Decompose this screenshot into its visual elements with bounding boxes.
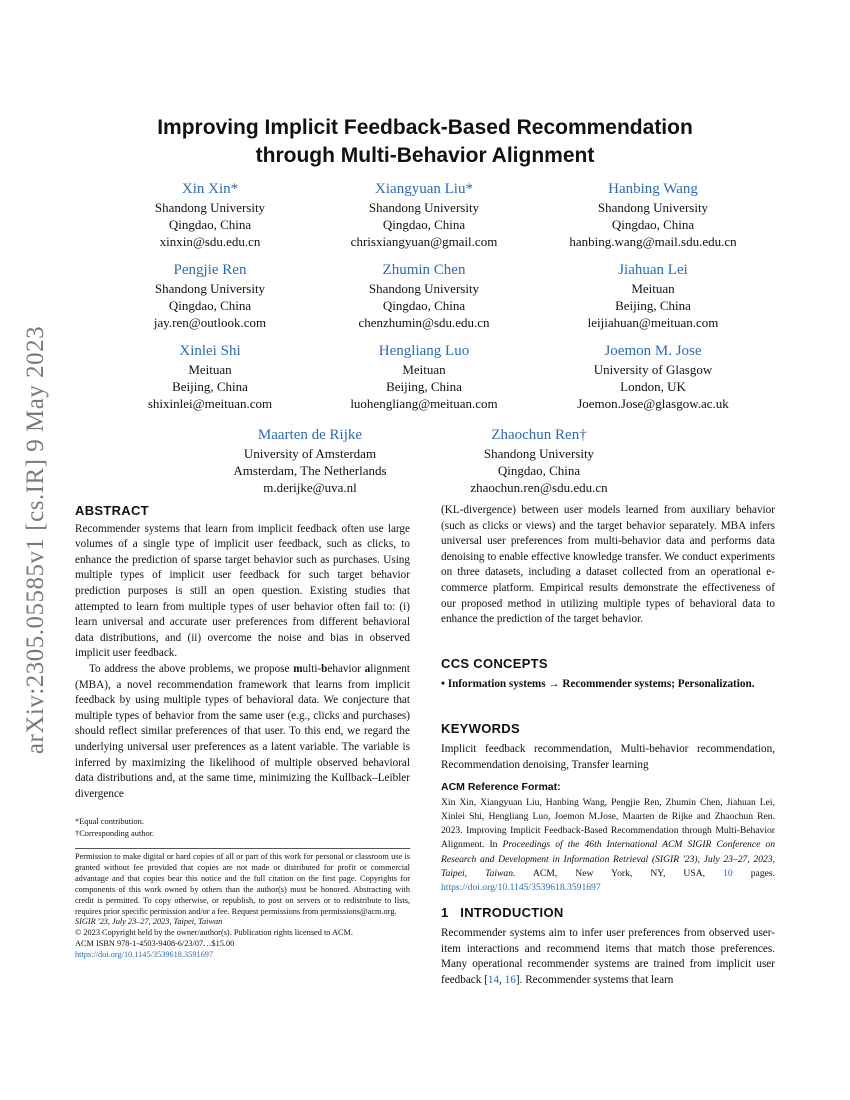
author-name[interactable]: Jiahuan Lei bbox=[618, 262, 688, 278]
author-block: Joemon M. Jose University of Glasgow London, UK Joemon.Jose@glasgow.ac.uk bbox=[528, 342, 778, 412]
author-name[interactable]: Zhaochun Ren† bbox=[491, 427, 587, 443]
author-block: Xinlei Shi Meituan Beijing, China shixinlei@meituan.com bbox=[85, 342, 335, 412]
ccs-text: • Information systems → Recommender systems; Personalization. bbox=[441, 678, 755, 690]
abstract-paragraph-1: Recommender systems that learn from implicit feedback often use large volumes of a single type of implicit user feedback, such as clicks, to enhance the prediction of sparse target behavior such as purchases. Using multiple types of implicit user feedback for such target behavior prediction purposes is still an open question. Existing studies that attempted to learn from multiple types of user behavior often fail to: (i) learn universal and accurate user preferences from different behavioral data distributions, and (ii) overcome the noise and bias in observed implicit user feedback. bbox=[75, 522, 410, 660]
arxiv-identifier: arXiv:2305.05585v1 [cs.IR] 9 May 2023 bbox=[22, 325, 49, 755]
acm-reference-heading: ACM Reference Format: bbox=[441, 781, 561, 793]
permission-notice: Permission to make digital or hard copies of all or part of this work for personal or classroom use is granted without fee provided that copies are not made or distributed for profit or commercial advantage and that copies bear this notice and the full citation on the first page. Copyrights for components of this work owned by others than the author(s) must be honored. Abstracting with credit is permitted. To copy otherwise, or republish, to post on servers or to redistribute to lists, requires prior specific permission and/or a fee. Request permissions from permissions@acm.org. SIGIR '23, July 23–27, 2023, Taipei, Taiwan © 2023 Copyright held by the owner/author(s). Publication rights licensed to ACM. ACM ISBN 978-1-4503-9408-6/23/07…$15.00 https://doi.org/10.1145/3539618.3591697 bbox=[75, 852, 410, 960]
author-block: Xiangyuan Liu* Shandong University Qingdao, China chrisxiangyuan@gmail.com bbox=[299, 180, 549, 250]
author-block: Maarten de Rijke University of Amsterdam Amsterdam, The Netherlands m.derijke@uva.nl bbox=[185, 426, 435, 496]
author-name[interactable]: Pengjie Ren bbox=[173, 262, 247, 278]
author-block: Zhumin Chen Shandong University Qingdao, China chenzhumin@sdu.edu.cn bbox=[299, 261, 549, 331]
author-block: Hengliang Luo Meituan Beijing, China luohengliang@meituan.com bbox=[299, 342, 549, 412]
author-block: Jiahuan Lei Meituan Beijing, China leijiahuan@meituan.com bbox=[528, 261, 778, 331]
author-name[interactable]: Hengliang Luo bbox=[378, 343, 470, 359]
author-name[interactable]: Xinlei Shi bbox=[179, 343, 241, 359]
author-name[interactable]: Xiangyuan Liu* bbox=[375, 181, 473, 197]
author-name[interactable]: Joemon M. Jose bbox=[604, 343, 702, 359]
ccs-heading: CCS CONCEPTS bbox=[441, 656, 548, 671]
acm-doi-link[interactable]: https://doi.org/10.1145/3539618.3591697 bbox=[441, 882, 601, 894]
citation-link[interactable]: 14 bbox=[487, 973, 500, 986]
author-block: Xin Xin* Shandong University Qingdao, China xinxin@sdu.edu.cn bbox=[85, 180, 335, 250]
paper-title: Improving Implicit Feedback-Based Recommendation through Multi-Behavior Alignment bbox=[157, 116, 693, 167]
abstract-section bbox=[75, 503, 410, 802]
abstract-heading: ABSTRACT bbox=[75, 503, 149, 518]
author-name[interactable]: Hanbing Wang bbox=[608, 181, 698, 197]
abstract-continued: (KL-divergence) between user models learned from auxiliary behavior (such as clicks or views) and the target behavior separately. MBA infers universal user preferences from multi-behavior data and performs data denoising to enable effective knowledge transfer. We conduct experiments on three datasets, including a dataset collected from an operational e-commerce platform. Empirical results demonstrate the effectiveness of our proposed method in utilizing multiple types of behavioral data to enhance the prediction of the target behavior. bbox=[441, 504, 775, 626]
citation-link[interactable]: 16 bbox=[504, 973, 516, 986]
doi-link[interactable]: https://doi.org/10.1145/3539618.3591697 bbox=[75, 950, 214, 960]
divider bbox=[75, 848, 410, 849]
pages-link[interactable]: 10 bbox=[723, 868, 733, 880]
author-name[interactable]: Maarten de Rijke bbox=[257, 427, 363, 443]
footnote-equal: *Equal contribution. bbox=[75, 817, 144, 826]
author-name[interactable]: Zhumin Chen bbox=[382, 262, 466, 278]
footnote-corresponding: †Corresponding author. bbox=[75, 829, 155, 838]
introduction-heading: 1 INTRODUCTION bbox=[441, 905, 564, 920]
author-block: Zhaochun Ren† Shandong University Qingdao, China zhaochun.ren@sdu.edu.cn bbox=[414, 426, 664, 496]
author-block: Pengjie Ren Shandong University Qingdao, China jay.ren@outlook.com bbox=[85, 261, 335, 331]
keywords-text: Implicit feedback recommendation, Multi-behavior recommendation, Recommendation denoising, Transfer learning bbox=[441, 743, 775, 771]
introduction-text: Recommender systems aim to infer user preferences from observed user-item interactions and recommend items that match those preferences. Many operational recommender systems are trained from implicit user feedback [14, 16]. Recommender systems that learn bbox=[441, 927, 775, 986]
keywords-heading: KEYWORDS bbox=[441, 721, 520, 736]
author-name[interactable]: Xin Xin* bbox=[181, 181, 239, 197]
acm-reference: ACM Reference Format: Xin Xin, Xiangyuan Liu, Hanbing Wang, Pengjie Ren, Zhumin Chen, Jiahuan Lei, Xinlei Shi, Hengliang Luo, Joemon M.Jose, Maarten de Rijke and Zhaochun Ren. 2023. Improving Implicit Feedback-Based Recommendation through Multi-Behavior Alignment. In Proceedings of the 46th International ACM SIGIR Conference on Research and Development in Information Retrieval (SIGIR '23), July 23–27, 2023, Taipei, Taiwan. ACM, New York, NY, USA, 10 pages. https://doi.org/10.1145/3539618.3591697 bbox=[441, 781, 775, 894]
abstract-paragraph-2: To address the above problems, we propose multi-behavior alignment (MBA), a novel recommendation framework that learns from implicit feedback by using multiple types of behavioral data. We conjecture that multiple types of behavior from the same user (e.g., clicks and purchases) should reflect similar preferences of that user. To this end, we regard the underlying universal user preferences as a latent variable. The variable is inferred by maximizing the likelihood of multiple observed behavioral data distributions and, at the same time, minimizing the Kullback–Leibler divergence bbox=[75, 662, 410, 800]
author-block: Hanbing Wang Shandong University Qingdao, China hanbing.wang@mail.sdu.edu.cn bbox=[528, 180, 778, 250]
